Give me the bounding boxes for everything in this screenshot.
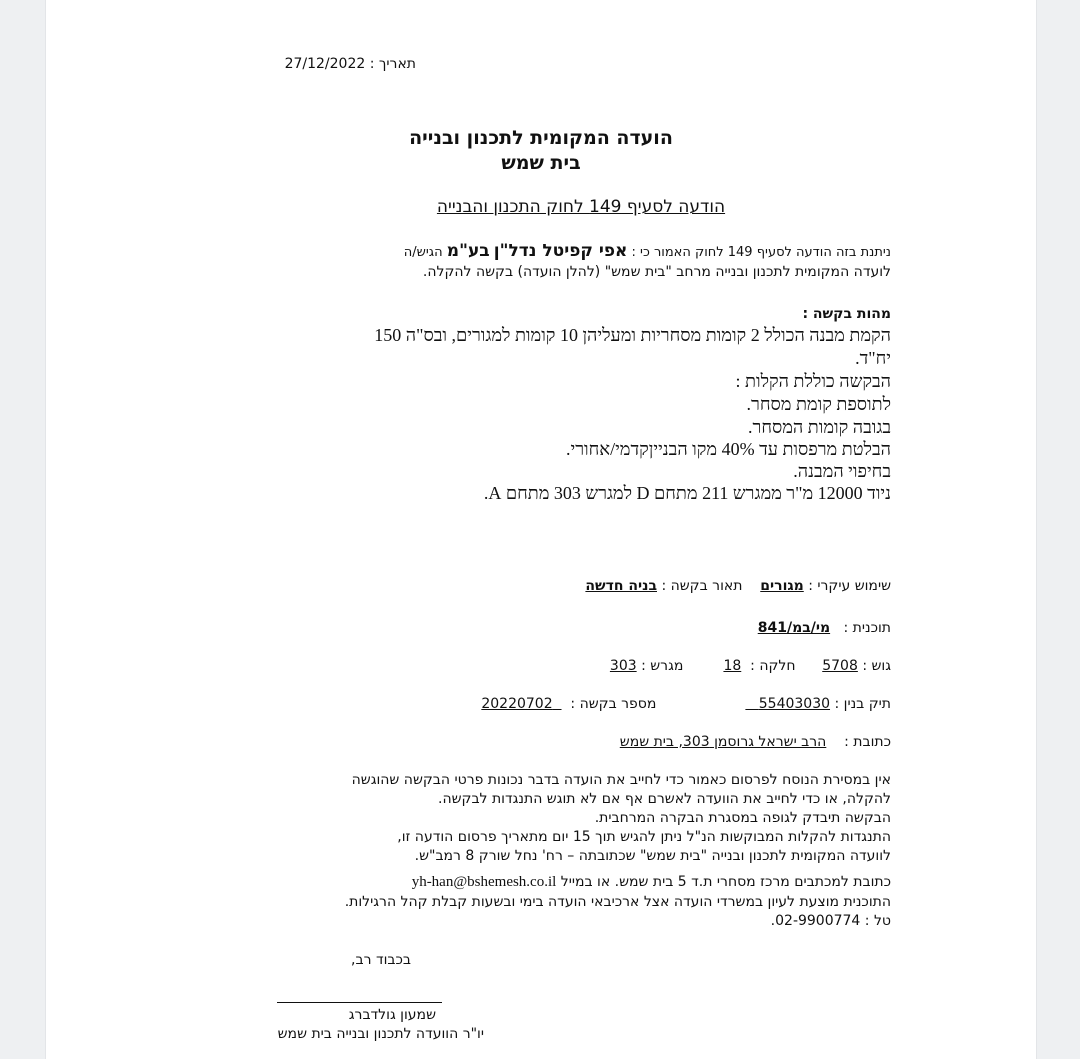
date-value: 27/12/2022 bbox=[284, 56, 366, 72]
phone-number: 02-9900774. bbox=[770, 913, 861, 929]
essence-line: לתוספת קומת מסחר. bbox=[746, 394, 891, 414]
email-address[interactable]: yh-han@bshemesh.co.il bbox=[411, 874, 557, 890]
use-and-description-line: שימוש עיקרי : מגורים תאור בקשה : בניה חדשה bbox=[585, 578, 891, 594]
main-use-value: מגורים bbox=[760, 578, 804, 594]
notice-line: אין במסירת הנוסח לפרסום כאמור כדי לחייב את הועדה בדבר נכונות פרטי הבקשה שהוגשה bbox=[351, 772, 891, 788]
essence-line: יח"ד. bbox=[855, 348, 891, 368]
address-line: כתובת : הרב ישראל גרוסמן 303, בית שמש bbox=[619, 734, 891, 750]
notice-line: לוועדה המקומית לתכנון ובנייה "בית שמש" שכתובתה – רח' נחל שורק 8 רמב"ש. bbox=[414, 848, 891, 864]
plan-line: תוכנית : מי/במ/841 bbox=[757, 620, 891, 636]
date-line bbox=[285, 56, 416, 72]
request-number-value: 20220702 bbox=[481, 696, 553, 712]
notice-line: להקלה, או כדי לחייב את הוועדה לאשרם אף אם לא תוגש התנגדות לבקשה. bbox=[438, 791, 891, 807]
signature-line bbox=[277, 1002, 442, 1003]
migrash-value: 303 bbox=[609, 658, 637, 674]
essence-line: הקמת מבנה הכולל 2 קומות מסחריות ומעליהן 10 קומות למגורים, ובס"ה 150 bbox=[374, 325, 891, 345]
file-line: תיק בנין : 55403030 מספר בקשה : 20220702 bbox=[481, 696, 891, 712]
document-page bbox=[45, 0, 1037, 1059]
phone-line: טל : 02-9900774. bbox=[770, 913, 891, 929]
date-label: תאריך : bbox=[369, 56, 416, 72]
essence-line: הבקשה כוללת הקלות : bbox=[735, 371, 891, 391]
signer-name: שמעון גולדברג bbox=[348, 1007, 436, 1023]
essence-line: בחיפוי המבנה. bbox=[793, 461, 891, 481]
helka-value: 18 bbox=[723, 658, 742, 674]
essence-line: הבלטת מרפסות עד 40% מקו הבנייןקדמי/אחורי. bbox=[565, 439, 891, 459]
signer-title: יו"ר הוועדה לתכנון ובנייה בית שמש bbox=[277, 1026, 484, 1042]
mail-address-line: כתובת למכתבים מרכז מסחרי ת.ד 5 בית שמש. או במייל yh-han@bshemesh.co.il bbox=[411, 874, 891, 890]
request-description-value: בניה חדשה bbox=[585, 578, 657, 594]
plan-value: מי/במ/841 bbox=[757, 620, 831, 636]
building-file-value: 55403030 bbox=[758, 696, 831, 712]
closing-regards: בכבוד רב, bbox=[351, 952, 411, 968]
city-title: בית שמש bbox=[501, 152, 581, 174]
gush-value: 5708 bbox=[822, 658, 858, 674]
intro-line-1: ניתנת בזה הודעה לסעיף 149 לחוק האמור כי : אפי קפיטל נדל"ן בע"מ הגיש/ה bbox=[403, 241, 891, 261]
intro-line-2: לועדה המקומית לתכנון ובנייה מרחב "בית שמש" (להלן הועדה) בקשה להקלה. bbox=[422, 264, 891, 280]
committee-title: הועדה המקומית לתכנון ובנייה bbox=[409, 127, 673, 149]
essence-line: ניוד 12000 מ"ר ממגרש 211 מתחם D למגרש 303 מתחם A. bbox=[483, 483, 891, 503]
essence-line: בגובה קומות המסחר. bbox=[748, 417, 891, 437]
essence-heading: מהות בקשה : bbox=[802, 306, 891, 322]
notice-line: התנגדות להקלות המבוקשות הנ"ל ניתן להגיש תוך 15 יום מתאריך פרסום הודעה זו, bbox=[397, 829, 891, 845]
notice-subtitle: הודעה לסעיף 149 לחוק התכנון והבנייה bbox=[436, 197, 726, 217]
parcel-line: גוש : 5708 חלקה : 18 מגרש : 303 bbox=[609, 658, 891, 674]
notice-line: הבקשה תיבדק לגופה במסגרת הבקרה המרחבית. bbox=[594, 810, 891, 826]
viewing-line: התוכנית מוצעת לעיון במשרדי הועדה אצל ארכיבאי הועדה בימי ובשעות קבלת קהל הרגילות. bbox=[344, 894, 891, 910]
applicant-name: אפי קפיטל נדל"ן bbox=[493, 241, 628, 261]
address-value: הרב ישראל גרוסמן 303, בית שמש bbox=[619, 734, 827, 750]
